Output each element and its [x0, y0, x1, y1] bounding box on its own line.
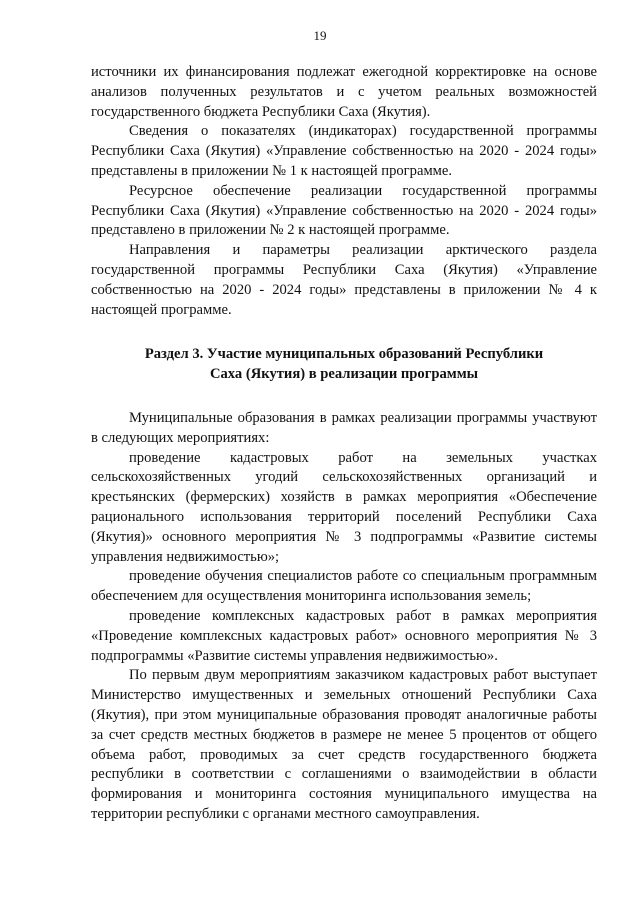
- document-body: [91, 63, 597, 825]
- list-item-training: проведение обучения специалистов работе со специальным программным обеспечением для осуществления мониторинга использования земель;: [91, 568, 597, 605]
- paragraph-indicators: Сведения о показателях (индикаторах) государственной программы Республики Саха (Якутия) «Управление собственностью на 2020 - 2024 годы» представлены в приложении № 1 к настоящей программе.: [91, 123, 597, 179]
- paragraph-arctic-section: Направления и параметры реализации арктического раздела государственной программы Республики Саха (Якутия) «Управление собственностью на 2020 - 2024 годы» представлены в приложении № 4 к настоящей программе.: [91, 242, 597, 318]
- section-heading-line-2: Саха (Якутия) в реализации программы: [209, 366, 479, 383]
- paragraph-municipal-participation: Муниципальные образования в рамках реализации программы участвуют в следующих мероприятиях:: [91, 409, 597, 446]
- page-number: 19: [313, 28, 327, 43]
- list-item-complex-cadastral: проведение комплексных кадастровых работ в рамках мероприятия «Проведение комплексных кадастровых работ» основного мероприятия № 3 подпрограммы «Развитие системы управления недвижимостью».: [91, 607, 597, 664]
- paragraph-resources: Ресурсное обеспечение реализации государственной программы Республики Саха (Якутия) «Управление собственностью на 2020 - 2024 годы» представлено в приложении № 2 к настоящей программе.: [91, 182, 597, 239]
- paragraph-customer-ministry: По первым двум мероприятиям заказчиком кадастровых работ выступает Министерство имущественных и земельных отношений Республики Саха (Якутия), при этом муниципальные образования проводят аналогичные работы за счет средств местных бюджетов в размере не менее 5 процентов от общего объема работ, проводимых за счет средств государственного бюджета республики в соответствии с соглашениями о взаимодействии в области формирования и мониторинга состояния муниципального имущества на территории республики с органами местного самоуправления.: [91, 667, 597, 822]
- section-heading: [91, 345, 597, 385]
- list-item-cadastral-works: проведение кадастровых работ на земельных участках сельскохозяйственных угодий сельскохозяйственных организаций и крестьянских (фермерских) хозяйств в рамках мероприятия «Обеспечение рационального использования территорий поселений Республики Саха (Якутия)» основного мероприятия № 3 подпрограммы «Развитие системы управления недвижимостью»;: [91, 449, 597, 565]
- section-heading-line-1: Раздел 3. Участие муниципальных образований Республики: [144, 346, 544, 363]
- paragraph-funding-adjustment: источники их финансирования подлежат ежегодной корректировке на основе анализов полученных результатов и с учетом реальных возможностей государственного бюджета Республики Саха (Якутия).: [91, 64, 597, 120]
